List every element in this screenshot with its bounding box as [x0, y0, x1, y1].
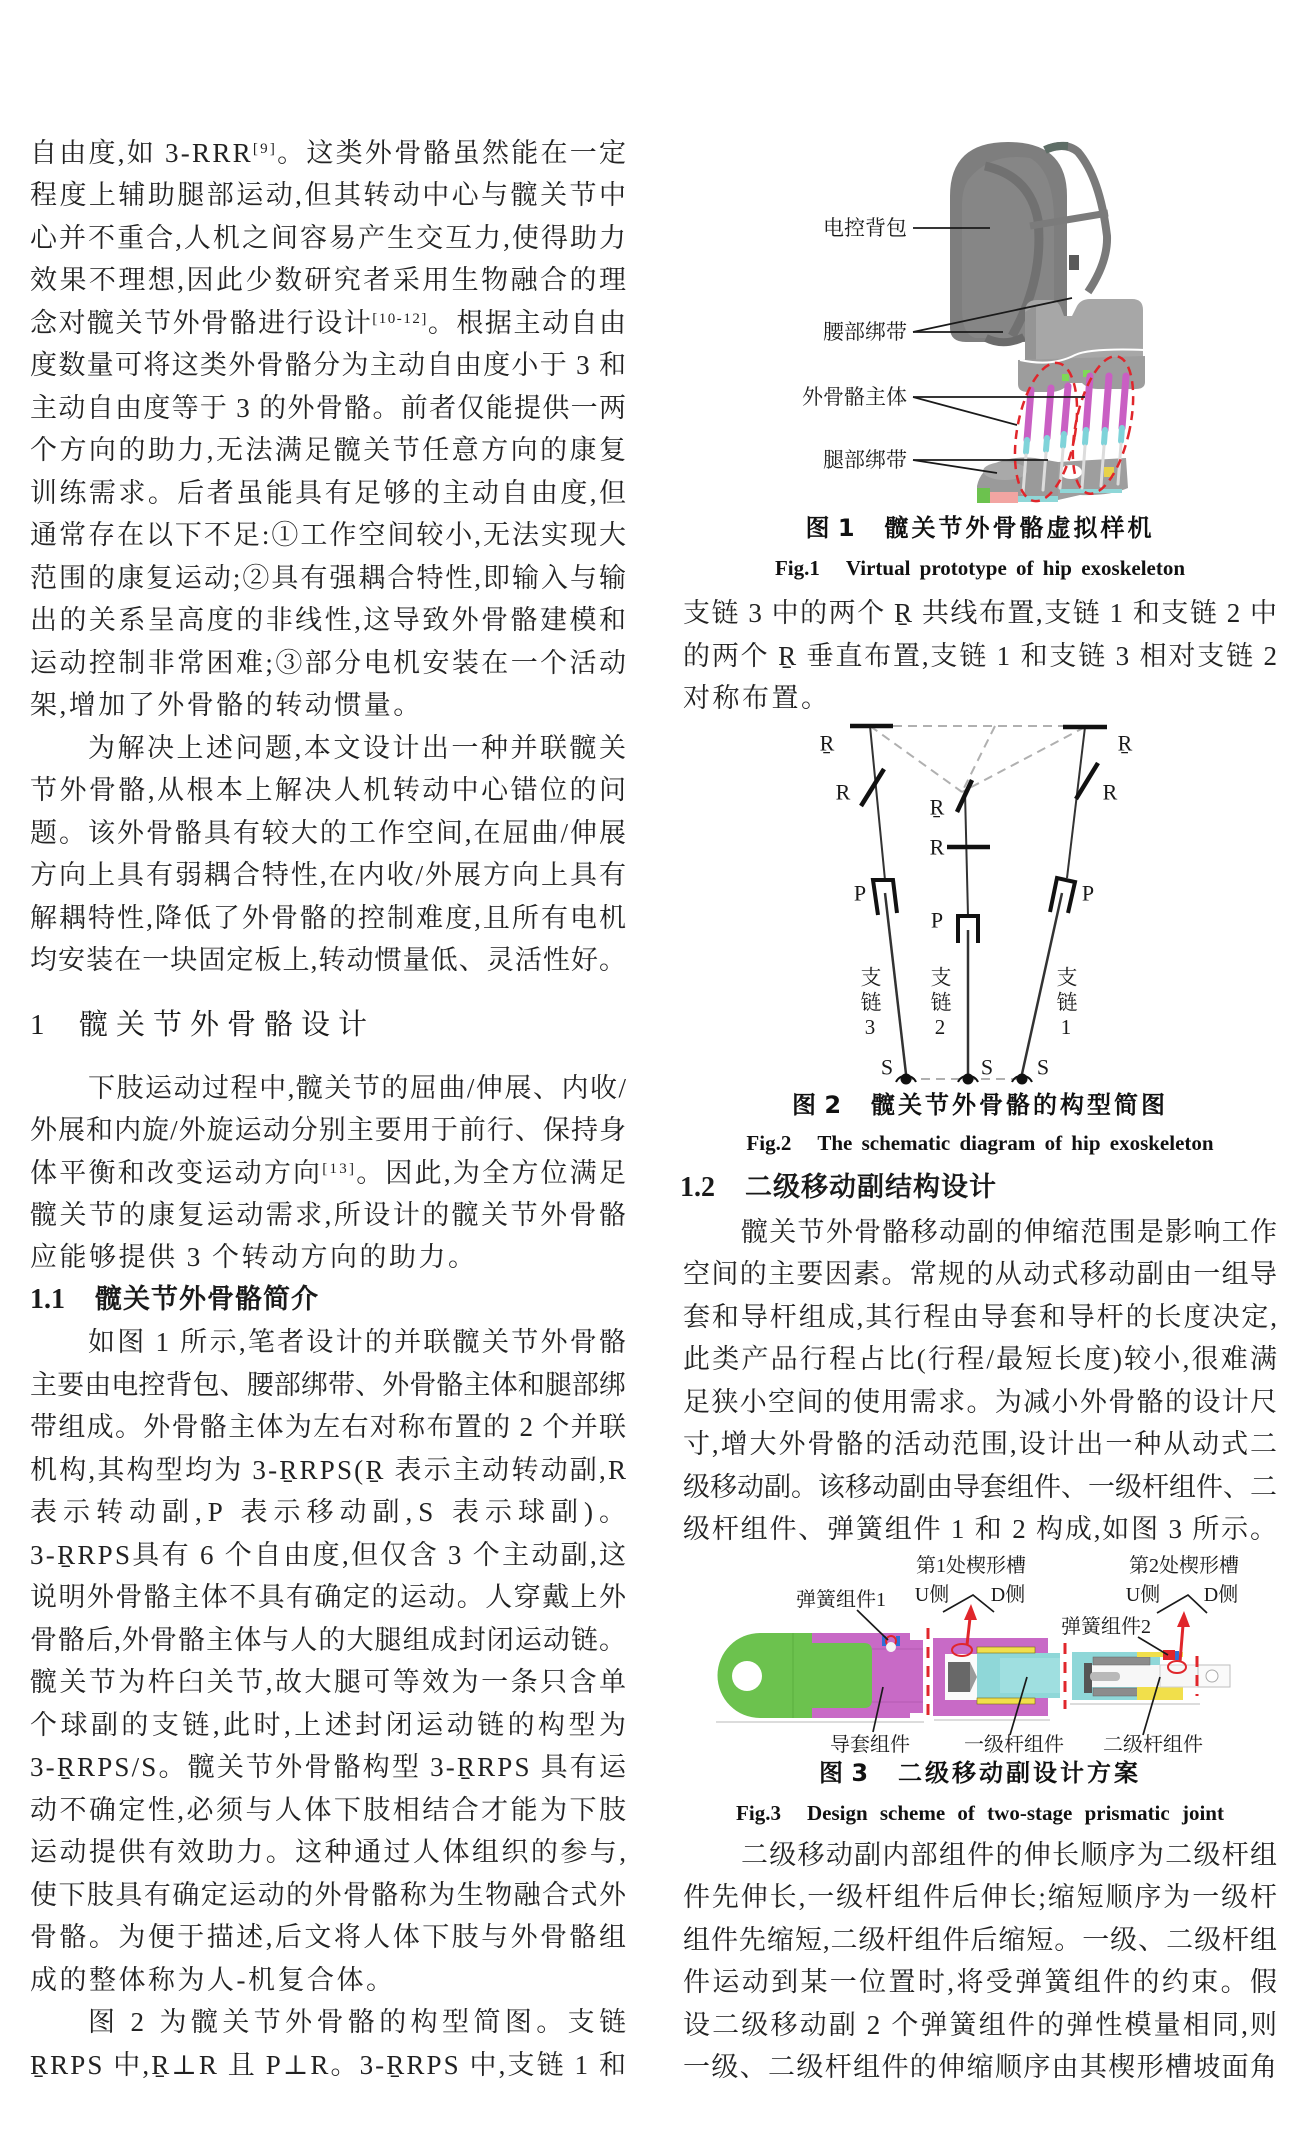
- chain-1-number: 1: [1060, 1015, 1072, 1039]
- figure-number: Fig.2: [746, 1131, 792, 1155]
- joint-label: Ṟ: [819, 730, 835, 756]
- figure-number: Fig.1: [774, 556, 820, 580]
- chain-3-link: [870, 726, 885, 880]
- body-text-line: [30, 769, 628, 812]
- body-text-line: [30, 387, 627, 430]
- body-text-line: [30, 1491, 632, 1534]
- text-run: 体平衡和改变运动方向: [30, 1157, 323, 1188]
- label-spring-1: 弹簧组件1: [796, 1589, 886, 1611]
- text-run: 级杆组件、弹簧组件 1 和 2 构成,如图 3 所示。: [683, 1514, 1279, 1545]
- text-run: 3-ṞRPS/S。髋关节外骨骼构型 3-ṞRPS 具有运: [30, 1752, 629, 1783]
- label-waist-strap: 腰部绑带: [823, 320, 907, 344]
- text-run: 均安装在一块固定板上,转动惯量低、灵活性好。: [30, 945, 628, 976]
- text-run: 髋关节为杵臼关节,故大腿可等效为一条只含单: [30, 1667, 629, 1698]
- text-run: 。这类外骨骼虽然能在一定: [277, 137, 629, 168]
- figure-title: 二级移动副设计方案: [898, 1759, 1142, 1787]
- text-run: 说明外骨骼主体不具有确定的运动。人穿戴上外: [30, 1582, 628, 1613]
- text-run: 效果不理想,因此少数研究者采用生物融合的理: [30, 265, 629, 296]
- text-run: 运动提供有效助力。这种通过人体组织的参与,: [30, 1837, 629, 1868]
- leg-cuffs: [977, 458, 1128, 504]
- text-run: 心并不重合,人机之间容易产生交互力,使得助力: [30, 222, 629, 253]
- label-exoskeleton-body: 外骨骼主体: [802, 385, 907, 409]
- text-run: 。根据主动自由: [427, 307, 628, 338]
- revolute-joint-symbols: [850, 726, 1107, 847]
- body-text-line: [683, 1834, 1278, 1877]
- text-run: 节外骨骼,从根本上解决人机转动中心错位的问: [30, 775, 629, 806]
- body-text-line: [30, 1874, 627, 1917]
- text-run: 套和导杆组成,其行程由导套和导杆的长度决定,: [683, 1301, 1279, 1332]
- body-text-line: [30, 1746, 628, 1789]
- label-u-side-1: U侧: [914, 1584, 950, 1606]
- text-run: 范围的康复运动;②具有强耦合特性,即输入与输: [30, 562, 628, 593]
- text-run: 动不确定性,必须与人体下肢相结合才能为下肢: [30, 1794, 629, 1825]
- text-run: 骨骼后,外骨骼主体与人的大腿组成封闭运动链。: [30, 1624, 628, 1655]
- left-column: [30, 0, 632, 2149]
- text-run: 对称布置。: [683, 682, 831, 713]
- heading-number: 1: [30, 1008, 45, 1041]
- joint-label: R: [929, 834, 945, 860]
- body-text-line: [683, 1919, 1278, 1962]
- label-guide-sleeve: 导套组件: [830, 1734, 910, 1756]
- sleeve-bottom-wall: [812, 1708, 910, 1718]
- body-text-line: [30, 1661, 628, 1704]
- text-run: 自由度,如 3-RRR: [30, 137, 253, 168]
- text-run: 髋关节外骨骼移动副的伸缩范围是影响工作: [741, 1216, 1279, 1247]
- joint-label: R: [835, 779, 851, 805]
- body-text-line: [30, 217, 628, 260]
- text-run: 二级移动副内部组件的伸长顺序为二级杆组: [741, 1839, 1279, 1870]
- text-run: 件运动到某一位置时,将受弹簧组件的约束。假: [683, 1967, 1280, 1998]
- body-text-line: [683, 1296, 1279, 1339]
- shoulder-strap-top: [1045, 146, 1068, 150]
- body-text-line: [683, 1381, 1278, 1424]
- stage-2-bushing-bottom: [1137, 1687, 1183, 1700]
- text-run: 级移动副。该移动副由导套组件、一级杆组件、二: [683, 1471, 1277, 1502]
- text-run: 如图 1 所示,笔者设计的并联髋关节外骨骼: [88, 1327, 629, 1358]
- joint-label: P: [930, 907, 944, 933]
- text-run: 念对髋关节外骨骼进行设计: [30, 307, 373, 338]
- body-text-line: [30, 2001, 630, 2044]
- body-text-line: [683, 1466, 1277, 1509]
- label-spring-2: 弹簧组件2: [1061, 1616, 1151, 1638]
- figure-title: The schematic diagram of hip exoskeleton: [817, 1131, 1214, 1155]
- text-run: 表示转动副,P 表示移动副,S 表示球副)。: [30, 1497, 632, 1528]
- joint-label: Ṟ: [929, 794, 945, 820]
- figure-1-virtual-prototype: [790, 130, 1170, 520]
- text-run: 骨骼。为便于描述,后文将人体下肢与外骨骼组: [30, 1922, 629, 1953]
- body-text-line: [683, 2046, 1278, 2089]
- figure-number: Fig.3: [736, 1801, 781, 1825]
- body-text-line: [30, 259, 628, 302]
- rod-mount: [1062, 374, 1069, 381]
- joint-label: S: [880, 1054, 894, 1080]
- subsection-heading: [680, 1167, 997, 1210]
- body-text-line: [30, 1109, 627, 1152]
- body-text-line: [30, 1067, 628, 1110]
- body-text-line: [30, 1194, 628, 1237]
- joint-label: Ṟ: [1117, 730, 1133, 756]
- stage-1-bushing-top: [977, 1647, 1035, 1653]
- body-text-line: [30, 302, 628, 345]
- body-text-line: [683, 1423, 1279, 1466]
- text-run: 件先伸长,一级杆组件后伸长;缩短顺序为一级杆: [683, 1882, 1279, 1913]
- label-d-side-2: D侧: [1203, 1584, 1239, 1606]
- label-u-side-2: U侧: [1125, 1584, 1161, 1606]
- body-text-line: [30, 1152, 628, 1195]
- body-text-line: [30, 429, 628, 472]
- text-run: 足狭小空间的使用需求。为减小外骨骼的设计尺: [683, 1386, 1279, 1417]
- text-run: 设二级移动副 2 个弹簧组件的弹性模量相同,则: [683, 2009, 1280, 2040]
- text-run: 组件先缩短,二级杆组件后缩短。一级、二级杆组: [683, 1924, 1278, 1955]
- label-backpack: 电控背包: [823, 216, 907, 240]
- text-run: 外展和内旋/外旋运动分别主要用于前行、保持身: [30, 1115, 628, 1146]
- label-stage-1-rod: 一级杆组件: [964, 1734, 1064, 1756]
- text-run: 空间的主要因素。常规的从动式移动副由一组导: [683, 1259, 1279, 1290]
- body-text-line: [30, 812, 628, 855]
- stage-1-bushing-bottom: [977, 1698, 1035, 1704]
- spring-assembly-2: [1163, 1650, 1179, 1660]
- body-text-line: [30, 1704, 629, 1747]
- joint-label: R: [1102, 779, 1118, 805]
- figure-number: 图 2: [791, 1091, 842, 1119]
- body-text-line: [30, 1406, 627, 1449]
- text-run: ṞRPS 中,Ṟ⊥R 且 P⊥R。3-ṞRPS 中,支链 1 和: [30, 2049, 629, 2080]
- heading-title: 髋关节外骨骼设计: [79, 1006, 376, 1041]
- text-run: 主动自由度等于 3 的外骨骼。前者仅能提供一两: [30, 392, 628, 423]
- body-text-line: [683, 1253, 1278, 1296]
- body-text-line: [30, 897, 628, 940]
- text-run: 此类产品行程占比(行程/最短长度)较小,很难满: [683, 1344, 1280, 1375]
- strap-buckle: [1069, 255, 1079, 270]
- heading-title: 二级移动副结构设计: [745, 1171, 997, 1203]
- text-run: 程度上辅助腿部运动,但其转动中心与髋关节中: [30, 180, 629, 211]
- text-run: 题。该外骨骼具有较大的工作空间,在屈曲/伸展: [30, 817, 628, 848]
- heading-title: 髋关节外骨骼简介: [95, 1283, 319, 1315]
- label-wedge-groove-2: 第2处楔形槽: [1129, 1555, 1239, 1577]
- text-run: 架,增加了外骨骼的转动惯量。: [30, 690, 423, 721]
- figure-1-caption-en: [683, 548, 1277, 588]
- chain-2-link: [965, 792, 968, 916]
- body-text-line: [30, 684, 423, 727]
- chain-3-number: 3: [864, 1015, 876, 1039]
- text-run: 训练需求。后者虽能具有足够的主动自由度,但: [30, 477, 629, 508]
- chain-3-label: 支链: [858, 966, 882, 1016]
- cuff-green-part: [977, 488, 990, 503]
- text-run: 的两个 Ṟ 垂直布置,支链 1 和支链 3 相对支链 2: [683, 640, 1279, 671]
- text-run: 个球副的支链,此时,上述封闭运动链的构型为: [30, 1709, 630, 1740]
- body-text-line: [30, 1236, 478, 1279]
- text-run: 3-ṞRPS具有 6 个自由度,但仅含 3 个主动副,这: [30, 1539, 629, 1570]
- subsection-heading: [30, 1279, 319, 1322]
- body-text-line: [30, 174, 628, 217]
- body-text-line: [683, 1211, 1278, 1254]
- body-text-line: [30, 1576, 627, 1619]
- text-run: 下肢运动过程中,髋关节的屈曲/伸展、内收/: [88, 1072, 628, 1103]
- body-text-line: [683, 1961, 1279, 2004]
- figure-3-caption-en: [683, 1793, 1277, 1833]
- text-run: 通常存在以下不足:①工作空间较小,无法实现大: [30, 520, 628, 551]
- waist-module-side: [1025, 305, 1036, 362]
- body-text-line: [30, 1534, 628, 1577]
- chain-3-rod: [885, 893, 906, 1074]
- heading-number: 1.1: [30, 1283, 65, 1315]
- arrow-icon: [964, 1604, 977, 1620]
- text-run: 支链 3 中的两个 Ṟ 共线布置,支链 1 和支链 2 中: [683, 597, 1279, 628]
- body-text-line: [30, 854, 628, 897]
- joint-label: S: [980, 1054, 994, 1080]
- body-text-line: [30, 1364, 626, 1407]
- text-run: 图 2 为髋关节外骨骼的构型简图。支链: [88, 2007, 631, 2038]
- text-run: 度数量可将这类外骨骼分为主动自由度小于 3 和: [30, 350, 628, 381]
- body-text-line: [30, 939, 627, 982]
- body-text-line: [683, 2004, 1279, 2047]
- chain-1-label: 支链: [1054, 966, 1078, 1016]
- section-heading: [30, 1003, 375, 1046]
- text-run: 方向上具有弱耦合特性,在内收/外展方向上具有: [30, 860, 628, 891]
- body-text-line: [683, 1876, 1279, 1919]
- chain-2-label: 支链: [928, 966, 952, 1016]
- figure-number: 图 1: [805, 514, 855, 542]
- arrow-icon: [1177, 1611, 1190, 1627]
- label-wedge-groove-1: 第1处楔形槽: [916, 1555, 1026, 1577]
- citation-superscript: [9]: [252, 140, 278, 157]
- text-run: 。因此,为全方位满足: [356, 1157, 629, 1188]
- body-text-line: [683, 677, 831, 720]
- body-text-line: [30, 727, 629, 770]
- text-run: 运动控制非常困难;③部分电机安装在一个活动: [30, 647, 629, 678]
- body-text-line: [30, 132, 628, 175]
- figure-2-schematic: [800, 715, 1160, 1095]
- body-text-line: [30, 557, 628, 600]
- figure-number: 图 3: [818, 1759, 869, 1787]
- body-text-line: [683, 1508, 1279, 1551]
- label-stage-2-rod: 二级杆组件: [1103, 1734, 1203, 1756]
- citation-superscript: [10-12]: [372, 310, 428, 327]
- body-text-line: [30, 1321, 628, 1364]
- figure-3-prismatic-joint: [705, 1550, 1265, 1760]
- text-run: 寸,增大外骨骼的活动范围,设计出一种从动式二: [683, 1429, 1279, 1460]
- chain-2-number: 2: [934, 1015, 946, 1039]
- body-text-line: [30, 599, 628, 642]
- body-text-line: [30, 1831, 628, 1874]
- mounting-hole: [732, 1661, 762, 1691]
- text-run: 髋关节的康复运动需求,所设计的髋关节外骨骼: [30, 1200, 629, 1230]
- body-text-line: [683, 592, 1279, 635]
- prismatic-joint-symbols: [873, 878, 1075, 943]
- body-text-line: [683, 635, 1279, 678]
- stage-1-stop-block: [948, 1662, 970, 1692]
- figure-title: Design scheme of two-stage prismatic joint: [806, 1801, 1224, 1825]
- text-run: 成的整体称为人-机复合体。: [30, 1964, 396, 1995]
- citation-superscript: [13]: [322, 1160, 357, 1177]
- figure-2-caption-en: [683, 1123, 1277, 1163]
- text-run: 为解决上述问题,本文设计出一种并联髋关: [88, 732, 629, 763]
- joint-label: P: [1081, 880, 1095, 906]
- body-text-line: [30, 2044, 628, 2087]
- text-run: 使下肢具有确定运动的外骨骼称为生物融合式外: [30, 1879, 628, 1910]
- body-text-line: [30, 1619, 627, 1662]
- heading-number: 1.2: [680, 1171, 715, 1203]
- body-text-line: [30, 1959, 396, 2002]
- text-run: 带组成。外骨骼主体为左右对称布置的 2 个并联: [30, 1412, 628, 1443]
- cuff-pink-part: [990, 492, 1018, 503]
- chain-1-link: [1067, 727, 1085, 878]
- body-text-line: [683, 1338, 1279, 1381]
- guide-sleeve-assembly: [718, 1633, 924, 1718]
- body-text-line: [30, 1789, 628, 1832]
- body-text-line: [30, 642, 628, 685]
- stage-2-rod-assembly: [1072, 1650, 1230, 1700]
- joint-label: S: [1036, 1054, 1050, 1080]
- text-run: 解耦特性,降低了外骨骼的控制难度,且所有电机: [30, 902, 629, 933]
- figure-title: 髋关节外骨骼的构型简图: [871, 1091, 1169, 1119]
- cuff-cyan-strip: [1060, 489, 1122, 493]
- body-text-line: [30, 344, 627, 387]
- text-run: 个方向的助力,无法满足髋关节任意方向的康复: [30, 435, 629, 466]
- figure-title: Virtual prototype of hip exoskeleton: [845, 556, 1186, 580]
- joint-label: P: [853, 880, 867, 906]
- body-text-line: [30, 514, 628, 557]
- text-run: 一级、二级杆组件的伸缩顺序由其楔形槽坡面角: [683, 2052, 1279, 2083]
- body-text-line: [30, 1916, 628, 1959]
- label-leg-strap: 腿部绑带: [823, 448, 907, 472]
- body-text-line: [30, 472, 628, 515]
- text-run: 出的关系呈高度的非线性,这导致外骨骼建模和: [30, 605, 629, 636]
- figure-title: 髋关节外骨骼虚拟样机: [884, 514, 1155, 542]
- text-run: 机构,其构型均为 3-ṞRPS(Ṟ 表示主动转动副,R: [30, 1454, 629, 1485]
- text-run: 主要由电控背包、腰部绑带、外骨骼主体和腿部绑: [30, 1369, 627, 1400]
- text-run: 应能够提供 3 个转动方向的助力。: [30, 1242, 478, 1273]
- body-text-line: [30, 1449, 628, 1492]
- stage-2-rod: [1160, 1665, 1200, 1687]
- label-d-side-1: D侧: [990, 1584, 1026, 1606]
